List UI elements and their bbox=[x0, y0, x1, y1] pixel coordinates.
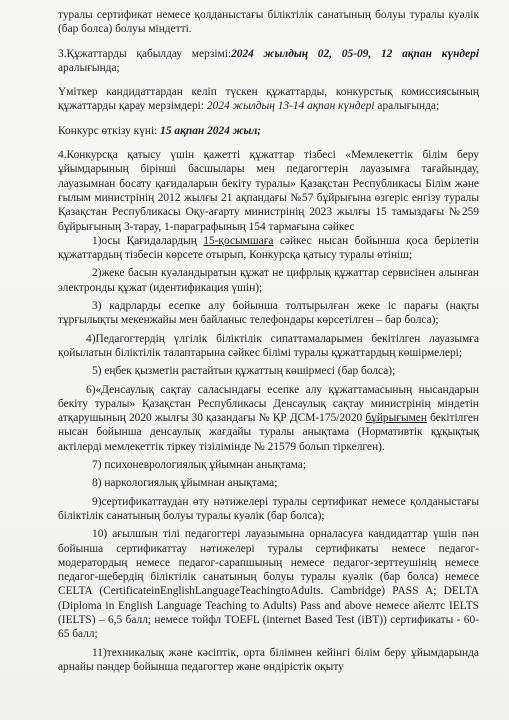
list-item-1: 1)осы Қағидалардың 15-қосымшаға сәйкес нысан бойынша қоса берілетін құжаттардың тізбесін көрсете отырып, Конкурсқа қатысу туралы өтініш; bbox=[58, 234, 479, 262]
list-item-11: 11)техникалық және кәсіптік, орта білімнен кейінгі білім беру ұйымдарында арнайы пәндер бойынша педагогтер және өндірістік оқыту bbox=[58, 646, 479, 673]
review-dates: 2024 жылдың 13-14 ақпан күндері bbox=[206, 100, 375, 113]
list-item-6: 6)«Денсаулық сақтау саласындағы есепке алу құжаттамасының нысандарын бекіту туралы» Қазақстан Республикасы Денсаулық сақтау министрінің міндетін атқарушының 2020 жылғы 30 қазандағы № ҚР ДСМ-175/2020 бұйрығымен бекітілген нысан бойынша денсаулық жағдайы туралы анықтама (Нормативтік құқықтық актілерді мемлекеттік тіркеу тізілімінде № 21579 болып тіркелген). bbox=[58, 383, 479, 453]
paragraph-continuation: туралы сертификат немесе қолданыстағы біліктілік санатының болуы туралы куәлік (бар болса) болуы міндетті. bbox=[58, 9, 479, 36]
list-item-5: 5) еңбек қызметін растайтын құжаттың көшірмесі (бар болса); bbox=[92, 365, 396, 378]
acceptance-dates: 2024 жылдың 02, 05-09, 12 ақпан күндері bbox=[231, 47, 479, 60]
review-label: Үміткер кандидаттардан келіп түскен құжаттарды, конкурстық комиссиясының құжаттарды қарау мерзімдері: bbox=[58, 86, 479, 113]
list-item-4: 4)Педагогтердің үлгілік біліктілік сипаттамаларымен бекітілген лауазымға қойылатын біліктілік талаптарына сәйкес білімі туралы құжаттардың көшірмелері; bbox=[58, 332, 479, 359]
review-tail: аралығында; bbox=[374, 100, 440, 113]
paragraph-acceptance-period bbox=[58, 47, 479, 76]
contest-date: 15 ақпан 2024 жыл; bbox=[160, 124, 262, 137]
appendix-link: 15-қосымшаға bbox=[203, 234, 274, 247]
paragraph-documents-list: 4.Конкурсқа қатысу үшін қажетті құжаттар тізбесі «Мемлекеттік білім беру ұйымдарының бірінші басшылары мен педагогтерін лауазымға тағайындау, лауазымнан босату қағидаларын бекіту туралы» Қазақстан Республикасы Білім және ғылым министрінің 2012 жылғы 21 ақпандағы №57 бұйрығына өзгеріс енгізу туралы Қазақстан Республикасы Оқу-ағарту министрінің 2023 жылғы 15 тамыздағы №259 бұйрығының 3-тарау, 1-параграфының 154 тармағына сәйкес bbox=[58, 149, 479, 233]
acceptance-label: 3.Құжаттарды қабылдау мерзімі: bbox=[58, 47, 232, 60]
list-item-7: 7) психоневрологиялық ұйымнан анықтама; bbox=[92, 459, 307, 472]
list-item-8: 8) наркологиялық ұйымнан анықтама; bbox=[92, 477, 278, 490]
list-item-2: 2)жеке басын куәландыратын құжат не цифрлық құжаттар сервисінен алынған электронды құжат (идентификация үшін); bbox=[58, 267, 479, 294]
list-item-3: 3) кадрларды есепке алу бойынша толтырылған жеке іс парағы (нақты тұрғылықты мекенжайы мен байланыс телефондары көрсетілген – бар болса); bbox=[58, 300, 479, 327]
paragraph-review-period bbox=[58, 85, 479, 114]
paragraph-contest-date bbox=[58, 124, 479, 138]
order-link: бұйрығымен bbox=[365, 412, 427, 425]
list-item-9: 9)сертификаттаудан өту нәтижелері туралы сертификат немесе қолданыстағы біліктілік санатының болуы туралы куәлік (бар болса); bbox=[58, 495, 479, 522]
contest-label: Конкурс өткізу күні: bbox=[58, 124, 161, 137]
acceptance-tail: аралығында; bbox=[58, 61, 120, 74]
list-item-10: 10) ағылшын тілі педагогтері лауазымына орналасуға кандидаттар үшін пән бойынша сертификаттау нәтижелері туралы сертификаты немесе педагог-модератордың немесе педагог-сарапшының немесе педагог-зерттеушінің немесе педагог-шебердің біліктілік санатының болуы туралы куәлік (бар болса) немесе CELTA (CertificateinEnglishLanguageTeachingtoAdults. Cambridge) PASS A; DELTA (Diploma in English Language Teaching to Adults) Pass and above немесе айелтс IELTS (IELTS) – 6,5 балл; немесе тойфл TOEFL (internet Based Test (iBT)) сертификаты - 60-65 балл; bbox=[58, 528, 479, 641]
